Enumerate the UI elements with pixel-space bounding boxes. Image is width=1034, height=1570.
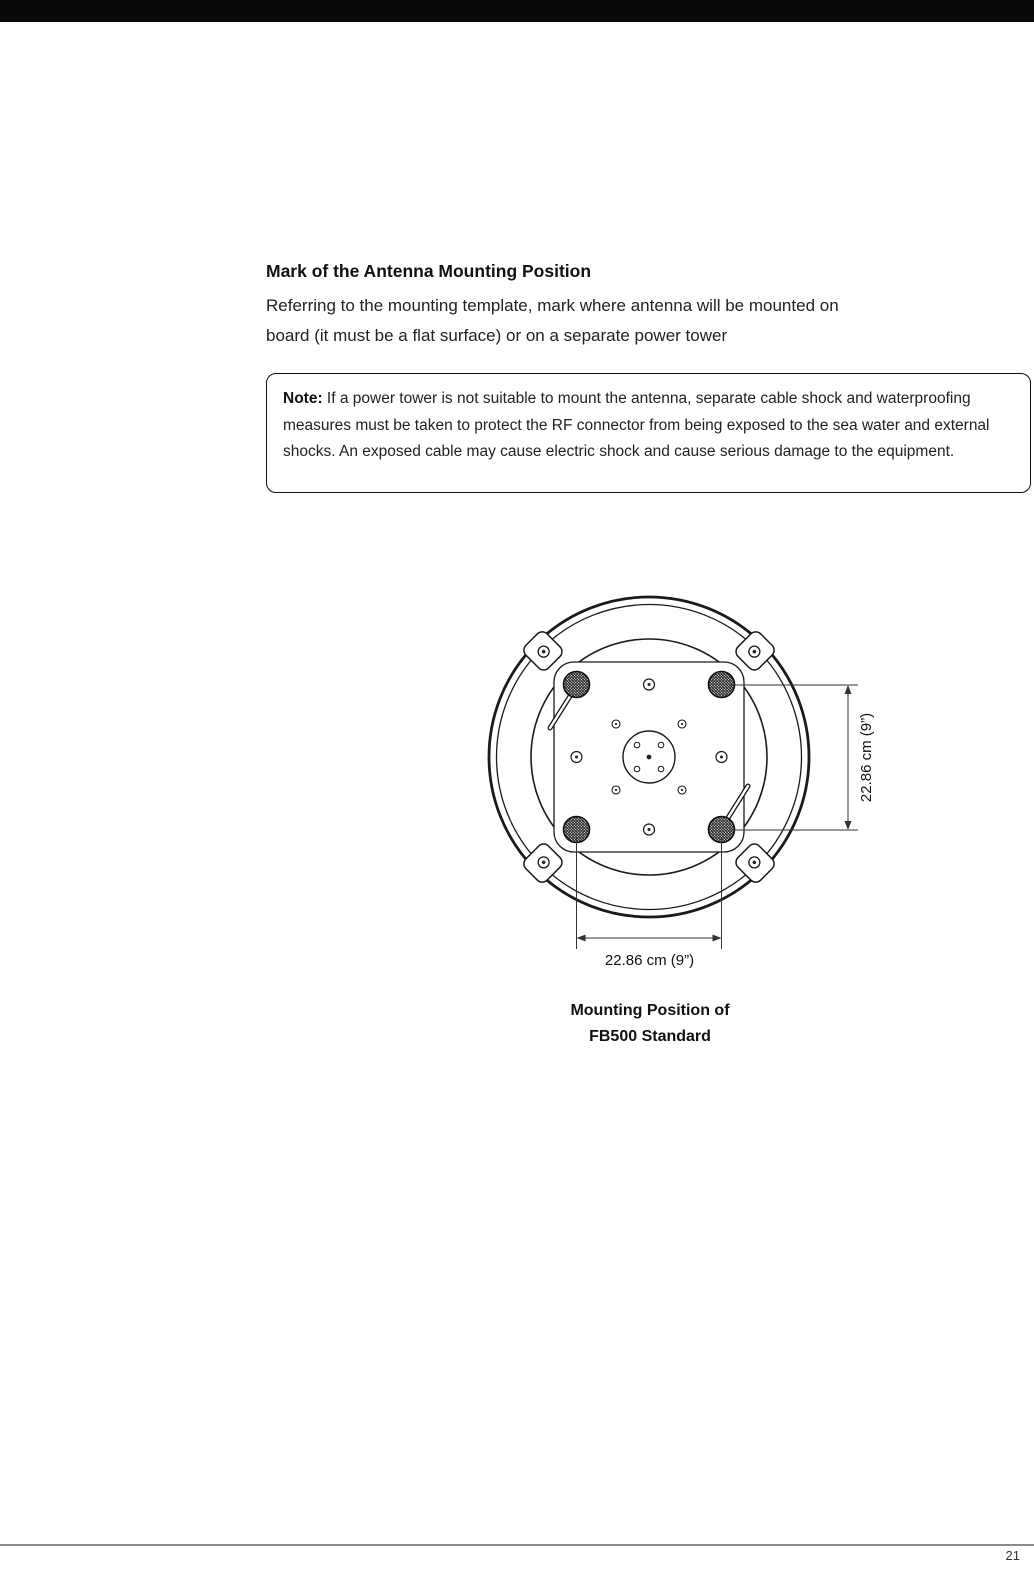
note-body: If a power tower is not suitable to mount the antenna, separate cable shock and waterproofing measures must be taken to protect the RF connector from being exposed to the sea water and external shocks. An exposed cable may cause electric shock and cause serious damage to the equipment. (283, 390, 990, 460)
page-number: 21 (1005, 1548, 1020, 1563)
dimension-vertical-label: 22.86 cm (9”) (858, 712, 875, 803)
intro-line-2: board (it must be a flat surface) or on a separate power tower (266, 326, 728, 345)
mounting-diagram (450, 575, 890, 975)
note-text (267, 374, 1030, 466)
section-heading: Mark of the Antenna Mounting Position (266, 261, 592, 281)
note-box (266, 373, 1031, 493)
caption-line-2: FB500 Standard (589, 1028, 711, 1045)
caption-line-1: Mounting Position of (570, 1002, 730, 1019)
intro-line-1: Referring to the mounting template, mark where antenna will be mounted on (266, 296, 839, 315)
intro-paragraph (266, 291, 839, 351)
footer-rule (0, 1544, 1034, 1546)
center-connector (623, 731, 675, 783)
note-label: Note: (283, 390, 323, 407)
top-black-bar (0, 0, 1034, 22)
dimension-horizontal-label: 22.86 cm (9”) (604, 952, 695, 969)
figure-caption (450, 998, 850, 1050)
